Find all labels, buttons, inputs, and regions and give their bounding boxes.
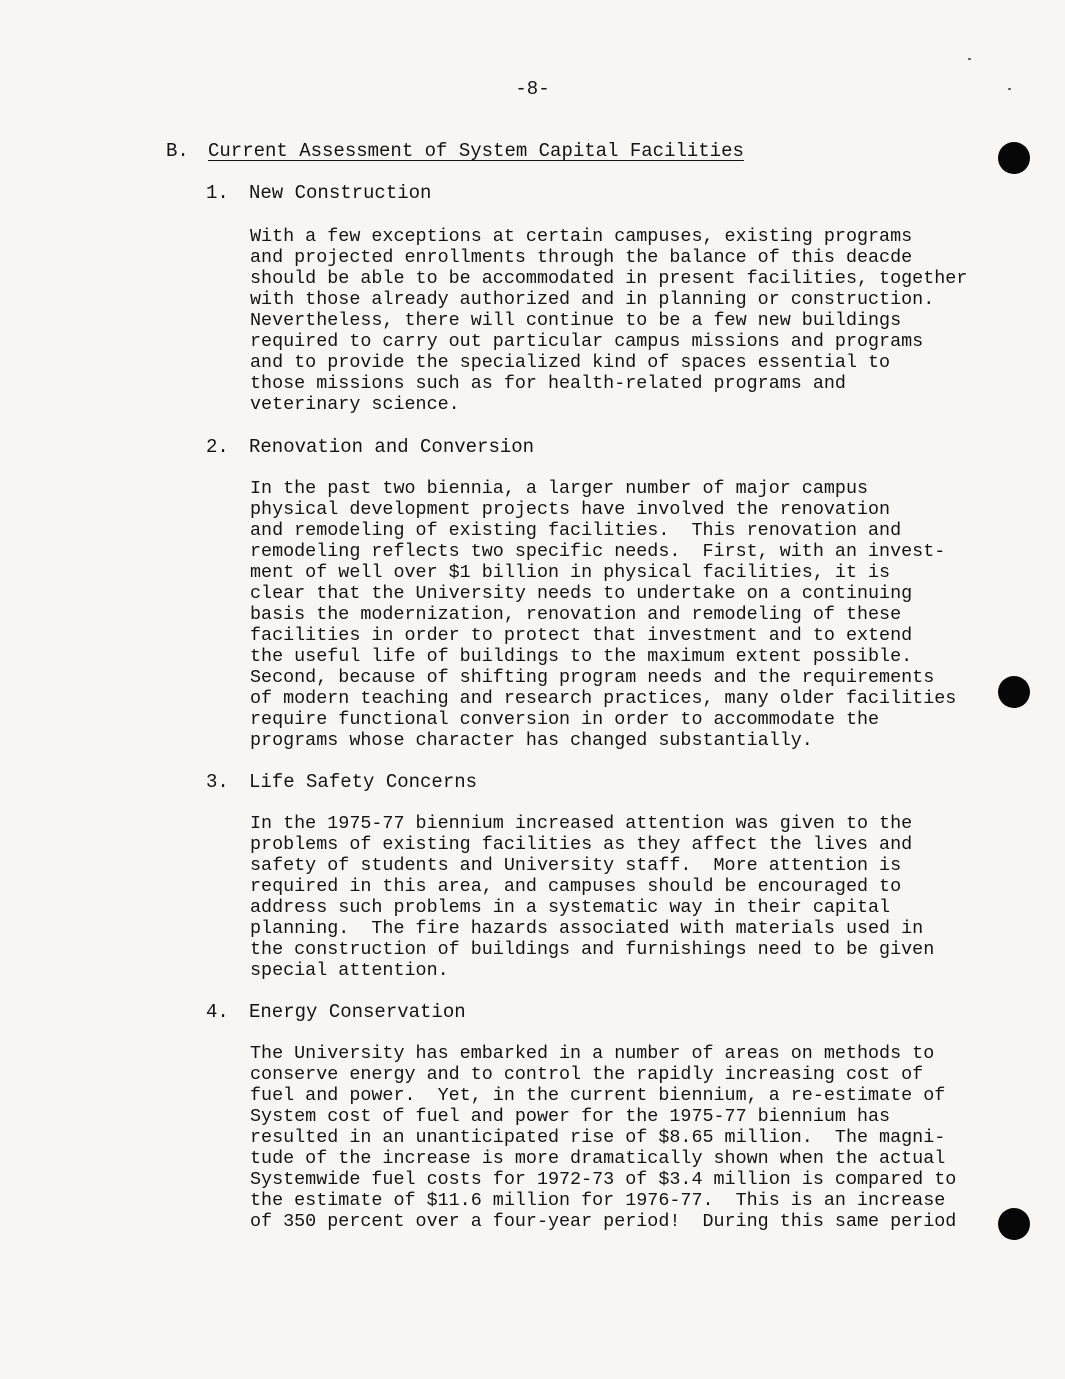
text-line: Second, because of shifting program needs and the requirements <box>250 667 935 688</box>
paragraph-renovation <box>250 478 957 751</box>
paragraph-new-construction <box>250 226 968 415</box>
paragraph-energy <box>250 1043 957 1232</box>
text-line: facilities in order to protect that investment and to extend <box>250 625 913 646</box>
text-line: required in this area, and campuses should be encouraged to <box>250 876 902 897</box>
text-line: those missions such as for health-related programs and <box>250 373 846 394</box>
text-line: address such problems in a systematic way in their capital <box>250 897 891 918</box>
text-line: basis the modernization, renovation and remodeling of these <box>250 604 902 625</box>
text-line: Systemwide fuel costs for 1972-73 of $3.4 million is compared to <box>250 1169 957 1190</box>
subsection-number: 1. <box>206 182 229 204</box>
text-line: The University has embarked in a number of areas on methods to <box>250 1043 935 1064</box>
text-line: planning. The fire hazards associated with materials used in <box>250 918 924 939</box>
section-letter: B. <box>166 140 189 162</box>
text-line: In the 1975-77 biennium increased attention was given to the <box>250 813 913 834</box>
text-line: clear that the University needs to undertake on a continuing <box>250 583 913 604</box>
text-line: of modern teaching and research practices, many older facilities <box>250 688 957 709</box>
scan-speck <box>968 58 971 60</box>
punch-hole <box>998 142 1030 174</box>
text-line: conserve energy and to control the rapidly increasing cost of <box>250 1064 924 1085</box>
text-line: ment of well over $1 billion in physical facilities, it is <box>250 562 891 583</box>
subsection-number: 2. <box>206 436 229 458</box>
paragraph-life-safety <box>250 813 950 981</box>
text-line: In the past two biennia, a larger number of major campus <box>250 478 869 499</box>
text-line: require functional conversion in order to accommodate the <box>250 709 880 730</box>
text-line: With a few exceptions at certain campuses, existing programs <box>250 226 913 247</box>
text-line: required to carry out particular campus missions and programs <box>250 331 924 352</box>
subsection-heading-new-construction <box>206 182 431 204</box>
text-line: Nevertheless, there will continue to be a few new buildings <box>250 310 902 331</box>
text-line: special attention. <box>250 960 449 981</box>
text-line: fuel and power. Yet, in the current biennium, a re-estimate of <box>250 1085 946 1106</box>
subsection-heading-energy <box>206 1001 466 1023</box>
subsection-title: New Construction <box>249 182 432 204</box>
subsection-heading-life-safety <box>206 771 477 793</box>
text-line: programs whose character has changed substantially. <box>250 730 813 751</box>
subsection-title: Energy Conservation <box>249 1001 466 1023</box>
text-line: the useful life of buildings to the maximum extent possible. <box>250 646 913 667</box>
section-title: Current Assessment of System Capital Facilities <box>208 140 744 162</box>
subsection-number: 3. <box>206 771 229 793</box>
text-line: System cost of fuel and power for the 1975-77 biennium has <box>250 1106 891 1127</box>
punch-hole <box>998 1208 1030 1240</box>
page-number: -8- <box>515 78 550 100</box>
text-line: safety of students and University staff. More attention is <box>250 855 902 876</box>
text-line: physical development projects have involved the renovation <box>250 499 891 520</box>
subsection-title: Life Safety Concerns <box>249 771 478 793</box>
text-line: and to provide the specialized kind of spaces essential to <box>250 352 891 373</box>
text-line: problems of existing facilities as they affect the lives and <box>250 834 913 855</box>
punch-hole <box>998 676 1030 708</box>
text-line: the estimate of $11.6 million for 1976-77. This is an increase <box>250 1190 946 1211</box>
text-line: veterinary science. <box>250 394 460 415</box>
text-line: resulted in an unanticipated rise of $8.65 million. The magni- <box>250 1127 946 1148</box>
text-line: with those already authorized and in planning or construction. <box>250 289 935 310</box>
text-line: remodeling reflects two specific needs. First, with an invest- <box>250 541 946 562</box>
scan-speck <box>1008 88 1011 90</box>
text-line: tude of the increase is more dramatically shown when the actual <box>250 1148 946 1169</box>
text-line: should be able to be accommodated in present facilities, together <box>250 268 968 289</box>
text-line: and remodeling of existing facilities. This renovation and <box>250 520 902 541</box>
subsection-title: Renovation and Conversion <box>249 436 535 458</box>
text-line: and projected enrollments through the balance of this deacde <box>250 247 913 268</box>
section-heading <box>166 140 744 162</box>
text-line: of 350 percent over a four-year period! During this same period <box>250 1211 957 1232</box>
subsection-number: 4. <box>206 1001 229 1023</box>
subsection-heading-renovation <box>206 436 534 458</box>
text-line: the construction of buildings and furnishings need to be given <box>250 939 935 960</box>
